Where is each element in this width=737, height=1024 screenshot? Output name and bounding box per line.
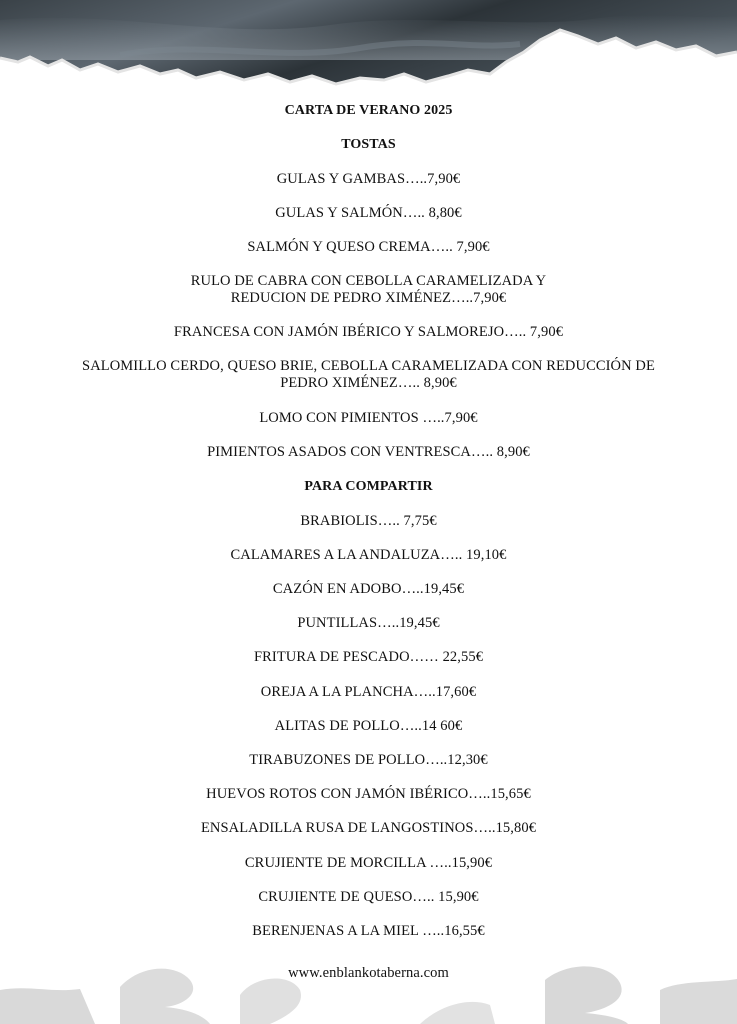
menu-item: ENSALADILLA RUSA DE LANGOSTINOS…..15,80€	[200, 820, 537, 836]
menu-item: CALAMARES A LA ANDALUZA….. 19,10€	[230, 547, 507, 563]
menu-item: SALOMILLO CERDO, QUESO BRIE, CEBOLLA CARAMELIZADA CON REDUCCIÓN DE PEDRO XIMÉNEZ….. 8,90€	[82, 358, 655, 391]
menu-item: TIRABUZONES DE POLLO…..12,30€	[249, 752, 488, 768]
menu-item: CAZÓN EN ADOBO…..19,45€	[272, 581, 465, 597]
menu-item: SALMÓN Y QUESO CREMA….. 7,90€	[247, 239, 490, 255]
menu-item: ALITAS DE POLLO…..14 60€	[274, 718, 463, 734]
menu-title: CARTA DE VERANO 2025	[284, 103, 453, 118]
section-heading-tostas: TOSTAS	[341, 137, 396, 152]
menu-item: CRUJIENTE DE QUESO….. 15,90€	[258, 889, 479, 905]
menu-item: OREJA A LA PLANCHA…..17,60€	[260, 684, 477, 700]
menu-item: RULO DE CABRA CON CEBOLLA CARAMELIZADA Y REDUCION DE PEDRO XIMÉNEZ…..7,90€	[190, 273, 547, 306]
menu-item: FRANCESA CON JAMÓN IBÉRICO Y SALMOREJO….. 7,90€	[173, 324, 564, 340]
section-heading-para-compartir: PARA COMPARTIR	[304, 479, 433, 494]
menu-item: PIMIENTOS ASADOS CON VENTRESCA….. 8,90€	[207, 444, 530, 460]
menu-item: GULAS Y SALMÓN….. 8,80€	[275, 205, 462, 221]
menu-item: PUNTILLAS…..19,45€	[297, 615, 440, 631]
menu-item: BRABIOLIS….. 7,75€	[300, 513, 437, 529]
menu-item: BERENJENAS A LA MIEL …..16,55€	[252, 923, 485, 939]
menu-item: CRUJIENTE DE MORCILLA …..15,90€	[244, 855, 493, 871]
website-url: www.enblankotaberna.com	[288, 965, 449, 981]
menu-item: HUEVOS ROTOS CON JAMÓN IBÉRICO…..15,65€	[206, 786, 531, 802]
menu-item: GULAS Y GAMBAS…..7,90€	[276, 171, 461, 187]
menu-item: FRITURA DE PESCADO…… 22,55€	[253, 649, 484, 665]
menu-item: LOMO CON PIMIENTOS …..7,90€	[259, 410, 478, 426]
